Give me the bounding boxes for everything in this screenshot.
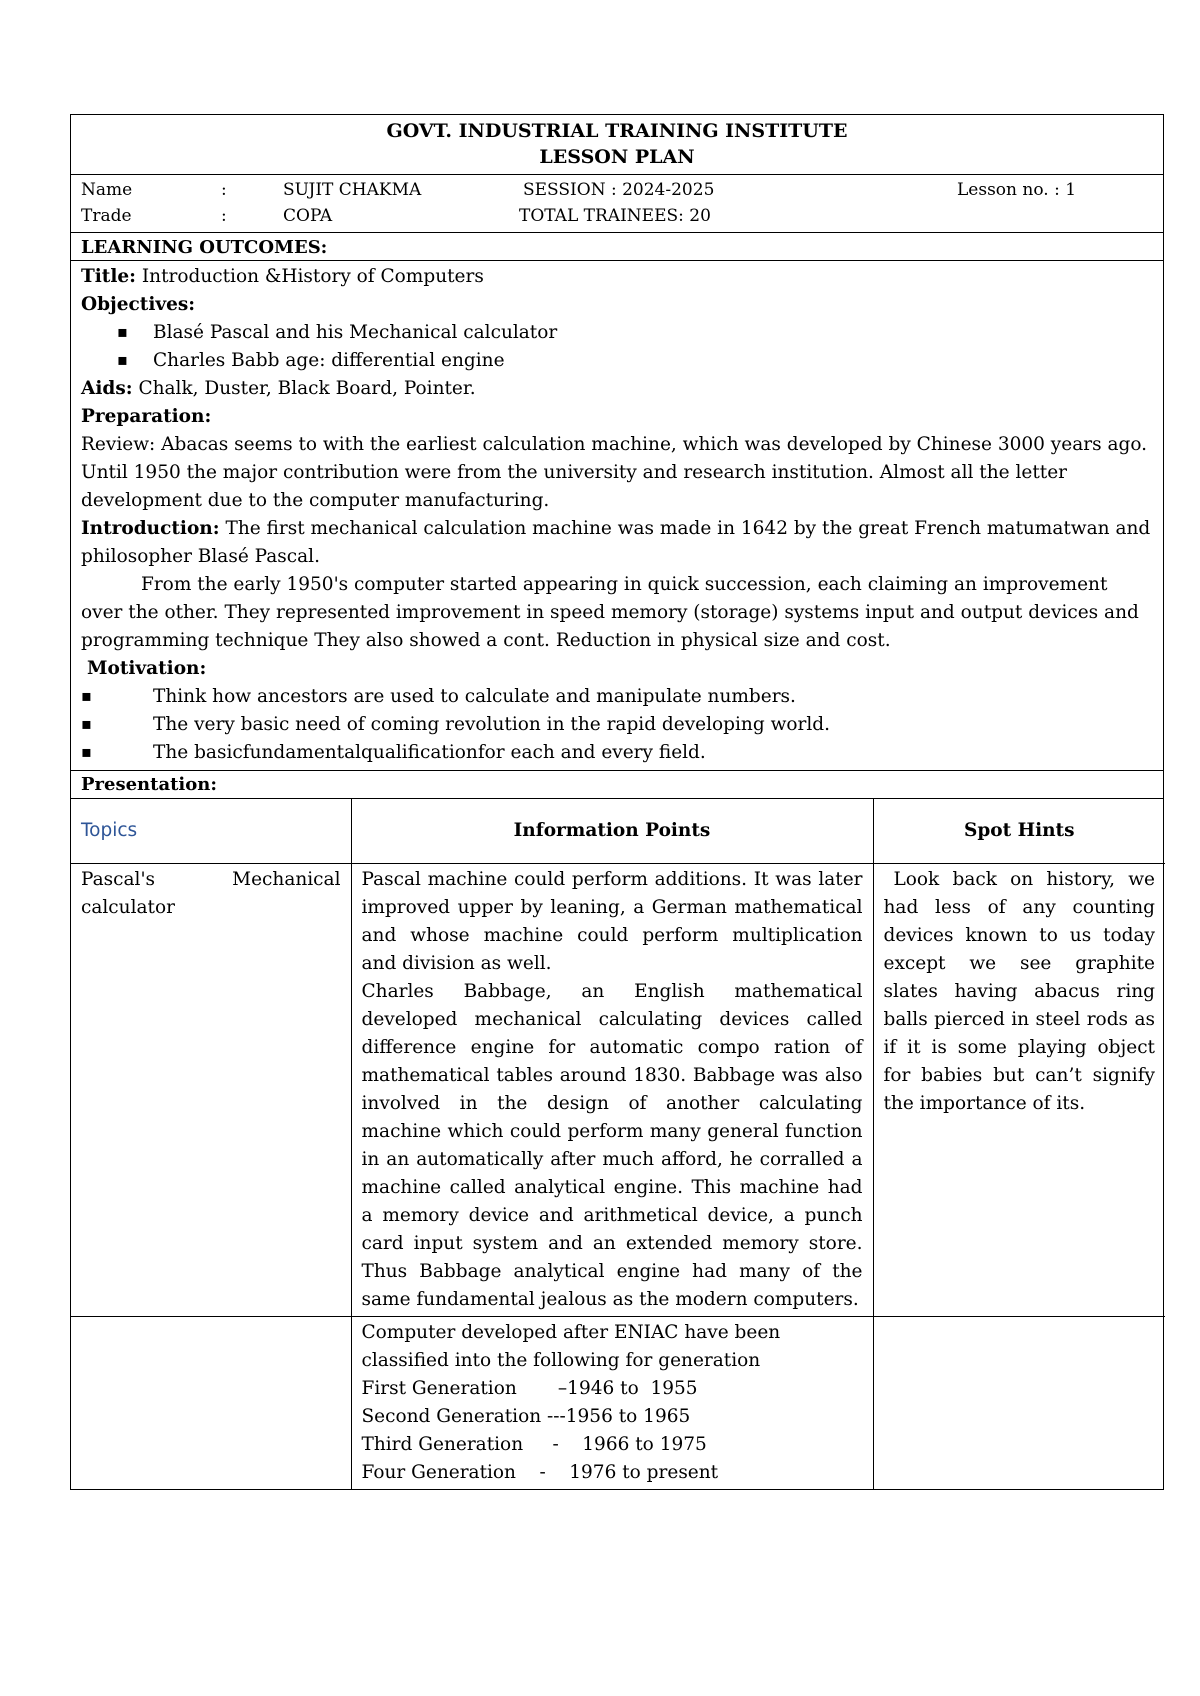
information-paragraph: Charles Babbage, an English mathematical developed mechanical calculating devices called difference engine for automatic compo ration of mathematical tables around 1830. Babbage was also involved in the design of another calculating machine which could perform many general function in an automatically after much afford, he corralled a machine called analytical engine. This machine had a memory device and arithmetical device, a punch card input system and an extended memory store. Thus Babbage analytical engine had many of the same fundamental jealous as the modern computers.: [361, 981, 863, 1310]
name-colon: :: [221, 180, 227, 200]
generation-line: classified into the following for generation: [361, 1350, 761, 1371]
aids-line: [81, 375, 1153, 403]
trade-value: COPA: [283, 206, 333, 226]
motivation-item: ▪ Think how ancestors are used to calculate and manipulate numbers.: [81, 683, 1153, 711]
column-header-spot-hints: Spot Hints: [873, 799, 1165, 864]
title-text: Introduction &History of Computers: [135, 266, 484, 287]
total-trainees: TOTAL TRAINEES: 20: [519, 206, 711, 226]
generation-line: Computer developed after ENIAC have been: [361, 1322, 781, 1343]
name-value: SUJIT CHAKMA: [283, 180, 422, 200]
introduction-continuation: From the early 1950's computer started appearing in quick succession, each claiming an improvement over the other. They represented improvement in speed memory (storage) systems input and output devices and programming technique They also showed a cont. Reduction in physical size and cost.: [81, 574, 1139, 651]
document-type-title: LESSON PLAN: [539, 146, 695, 168]
table-row: [71, 864, 1165, 1317]
presentation-heading: Presentation:: [71, 771, 1163, 799]
document-header: [71, 115, 1163, 175]
trade-colon: :: [221, 206, 227, 226]
review-paragraph: Review: Abacas seems to with the earliest calculation machine, which was developed by Chinese 3000 years ago. Until 1950 the major contribution were from the university and research institution. Almost all the letter development due to the computer manufacturing.: [81, 434, 1148, 511]
preparation-heading: Preparation:: [81, 406, 212, 427]
lesson-plan-document: [70, 114, 1164, 1490]
table-header-row: [71, 799, 1165, 864]
generation-line: Third Generation - 1966 to 1975: [361, 1434, 707, 1455]
introduction-label: Introduction:: [81, 518, 220, 539]
generation-line: First Generation –1946 to 1955: [361, 1378, 698, 1399]
objectives-list: [81, 319, 1153, 375]
title-label: Title:: [81, 266, 136, 287]
objectives-heading: Objectives:: [81, 294, 196, 315]
information-paragraph: Pascal machine could perform additions. It was later improved upper by leaning, a German mathematical and whose machine could perform multiplication and division as well.: [361, 869, 863, 974]
name-label: Name: [81, 180, 133, 200]
aids-label: Aids:: [81, 378, 133, 399]
generation-line: Second Generation ---1956 to 1965: [361, 1406, 691, 1427]
spot-hint-cell: Look back on history, we had less of any counting devices known to us today except we see graphite slates having abacus ring balls pierced in steel rods as if it is some playing object for babies but can’t signify the importance of its.: [873, 864, 1165, 1317]
generation-line: Four Generation - 1976 to present: [361, 1462, 719, 1483]
objective-item: ▪ Charles Babb age: differential engine: [81, 347, 1153, 375]
institute-title: GOVT. INDUSTRIAL TRAINING INSTITUTE: [386, 120, 848, 142]
trade-label: Trade: [81, 206, 132, 226]
motivation-list: [81, 683, 1153, 767]
presentation-table: [71, 799, 1165, 1489]
lesson-number: Lesson no. : 1: [957, 180, 1077, 200]
motivation-item: ▪ The basicfundamentalqualificationfor each and every field.: [81, 739, 1153, 767]
trainer-info-block: [71, 175, 1163, 233]
generation-info-cell: [351, 1317, 873, 1490]
topic-cell: Pascal's Mechanical calculator: [71, 864, 351, 1317]
information-cell: [351, 864, 873, 1317]
title-line: [81, 263, 1153, 291]
motivation-heading: Motivation:: [87, 658, 207, 679]
table-row: [71, 1317, 1165, 1490]
session-value: SESSION : 2024-2025: [523, 180, 715, 200]
learning-outcomes-heading: LEARNING OUTCOMES:: [71, 233, 1163, 261]
introduction-text: The first mechanical calculation machine was made in 1642 by the great French matumatwan and philosopher Blasé Pascal.: [81, 518, 1151, 567]
column-header-information-points: Information Points: [351, 799, 873, 864]
introduction-paragraph: [81, 515, 1153, 571]
motivation-item: ▪ The very basic need of coming revolution in the rapid developing world.: [81, 711, 1153, 739]
column-header-topics: Topics: [71, 799, 351, 864]
objective-item: ▪ Blasé Pascal and his Mechanical calculator: [81, 319, 1153, 347]
topic-cell-empty: [71, 1317, 351, 1490]
aids-text: Chalk, Duster, Black Board, Pointer.: [132, 378, 476, 399]
spot-hint-cell-empty: [873, 1317, 1165, 1490]
presentation-table-wrapper: [71, 799, 1163, 1489]
lesson-details: [71, 261, 1163, 771]
